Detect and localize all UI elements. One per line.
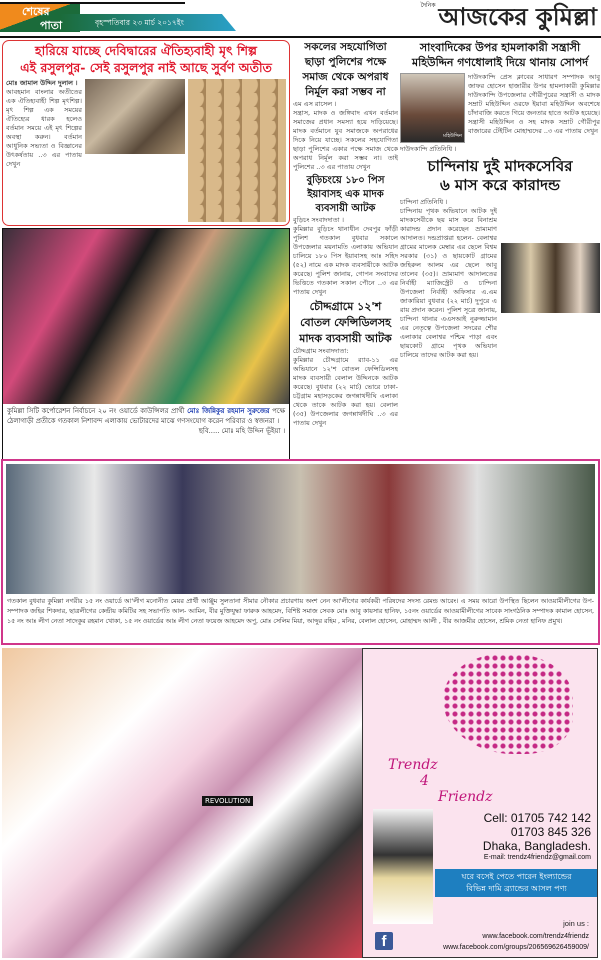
- contact-info: Cell: 01705 742 142 01703 845 326 Dhaka, Bangladesh. E-mail: trendz4friendz@gmail.com: [482, 811, 591, 861]
- middle-column: [293, 40, 398, 458]
- byline: চান্দিনা প্রতিনিধি ।: [400, 198, 448, 206]
- facebook-group-link[interactable]: www.facebook.com/groups/206569626459009/: [443, 944, 589, 951]
- header: [0, 0, 601, 38]
- headline: হারিয়ে যাচ্ছে দেবিদ্বারের ঐতিহ্যবাহী মৃৎ শিল্প: [35, 43, 257, 58]
- masthead-block: [420, 2, 597, 32]
- story-body: চান্দিনায় পৃথক অভিযানে আটক দুই মাদকসেবীকে ছয় মাস করে বিনাশ্রম কারাদন্ড প্রদান করেছেন ভ্রাম্যমাণ আদালত। দন্ডপ্রাপ্তরা হলেন- বেলাশ্বর গ্রামের মালেক মেম্বার এর ছেলে বিশ্বম সরকার (৩১) ও ছায়কোট গ্রামের জহিরুল আলম এর ছেলে আবু তালেব (৩৫)। ভ্রাম্যমাণ আদালতের নির্বাহী ম্যাজিস্ট্রেট ও চান্দিনা উপজেলা নির্বাহী অফিসার এ.এম জাকারিয়া বুধবার (২২ মার্চ) দুপুরে এ রায় প্রদান করেন। পুলিশ সূত্রে জানায়, চান্দিনা থানার এএসআই নুরুজ্জামান এর নেতৃত্বে উপজেলা সদরের শৌর এলাকার বেলাশ্বর পশ্চিম পাড়া এবং ছায়কোট গ্রামে পৃথক অভিযান চালিয়ে তাদের আটক করা হয়।: [400, 207, 497, 359]
- join-us: join us :: [563, 919, 589, 928]
- ad-banner: ঘরে বসেই পেতে পারেন ইংল্যান্ডের বিভিন্ন দামি ব্র্যান্ডের আসল পণ্য: [435, 869, 598, 897]
- photo-credit: ছবি..... মোঃ মহি উদ্দিন ভূঁইয়া ।: [198, 427, 285, 435]
- campaign-photo: [3, 229, 289, 404]
- pottery-photo-1: [85, 79, 185, 154]
- mohiuddin-photo: [400, 73, 465, 143]
- section-label-bottom: পাতা: [40, 19, 63, 32]
- product-label: REVOLUTION: [202, 796, 253, 806]
- chandina-photo: [501, 243, 600, 313]
- byline: বুড়িচং সংবাদদাতা ।: [293, 216, 344, 224]
- paper-prefix: দৈনিক: [420, 2, 436, 9]
- story-body: কুমিল্লার বুড়িচং থানাধীন দেবপুর ফাঁড়ী পুলিশ গতকাল বুধবার সকালে উপজেলার ময়নামতি এলাকায় অভিযান চালিয়ে ১৮০ পিস ইয়াবাসহ আঃ সহিদ (৫২) নামে এক মাদক ব্যবসায়ীকে আটক করেছে। পুলিশ জানায়, গোপন সংবাদের ভিত্তিতে গতকাল সকাল পৌনে ..৩ এর পাতায় দেখুন: [293, 225, 398, 296]
- story-body: কুমিল্লার চৌদ্দগ্রামে র‌্যাব-১১ এর অভিযানে ১২'শ বোতল ফেন্সিডিলসহ মাদক ব্যবসায়ী বেলাল উদ্দিনকে আটক করেছে। বুধবার (২২ মার্চ) ভোরে ঢাকা-চট্টগ্রাম মহাসড়কের জগন্নাথদীঘি এলাকা থেকে তাকে আটক করা হয়। বেলাল (৩৫) উপজেলার জগন্নাথদীঘি ..৩ এর পাতায় দেখুন: [293, 356, 398, 427]
- jewelry-box-image: [373, 809, 433, 924]
- headline-mohiuddin: সাংবাদিকের উপর হামলাকারী সন্ত্রাসী মহিউদ্দিন গণধোলাই দিয়ে থানায় সোপর্দ: [411, 41, 589, 69]
- facebook-icon: f: [375, 932, 393, 950]
- group-photo: [6, 464, 595, 594]
- group-caption: গতকাল বুধবার কুমিল্লা নগরীর ১৫ নং ওয়ার্ডে আ'লীগ মনোনীত মেয়র প্রার্থী আঞ্জুম সুলতানা সীমার নৌকার প্রচারণায় অংশ নেন আ'লীগের কার্যকরী পরিষদের সদস্য রেমন্ড আরেং। এ সময় আরো উপস্থিত ছিলেন আওয়ামীলীগের উপ-সম্পাদক জহির শিকদার, ছাত্রলীগের কেন্দ্রীয় কমিটির সহ সভাপতি আল- আমিন, বীর মুক্তিযুদ্ধা ফারুক আহমেদ, বিশিষ্ট সমাজ সেবক মোঃ আবু কায়সার হানিফ, ১৫নং ওয়ার্ডের আওয়ামীলীগের সাবেক সাংগঠনিক সম্পাদক কামাল হোসেন, ১৫ নং আঃ লীগ নেতা সাদেকুর রহমান খোকা, ১৫ নং ওয়ার্ডের আঃ লীগ নেতা ফয়েজ আহমেদ অপু, মোঃ সেলিম মিয়া, আব্দুর রহিম , মনির, বেলাল হোসেন, মোহাম্মদ আলী , বীর আজমীর হোসেন, শ্রমিক নেতা হানিফ প্রমুখ।: [7, 598, 594, 625]
- masthead: আজকের কুমিল্লা: [438, 2, 597, 31]
- byline: চৌদ্দগ্রাম সংবাদদাতা:: [293, 347, 349, 355]
- byline: এম এস রাসেল ।: [293, 100, 337, 108]
- story-body: আবহমান বাংলার অতীতের এক ঐতিহ্যবাহী শিল্প মৃৎশিল্প। মৃৎ শিল্প এক সময়ের ঐতিহ্যের ধারক হলেও বর্তমান সময়ে এই মৃৎ শিল্পের অবস্থা করুন। বর্তমান আধুনিক সভ্যতা ও বিজ্ঞানের উৎকর্ষতায় ..৩ এর পাতায় দেখুন: [6, 88, 82, 168]
- headline-burichong: বুড়িচংয়ে ১৮০ পিস ইয়াবাসহ এক মাদক ব্যবসায়ী আটক: [306, 175, 385, 214]
- section-label-top: শেষের: [22, 5, 50, 18]
- issue-date: বৃহস্পতিবার ২৩ মার্চ ২০১৭ইং: [95, 18, 184, 27]
- headline-chauddagram: চৌদ্দগ্রামে ১২'শ বোতল ফেন্সিডিলসহ মাদক ব্যবসায়ী আটক: [299, 300, 392, 345]
- subheadline: এই রসুলপুর- সেই রসুলপুর নাই আছে সুর্বণ অতীত: [20, 60, 272, 75]
- campaign-photo-box: [2, 228, 290, 460]
- facebook-page-link[interactable]: www.facebook.com/trendz4friendz: [482, 933, 589, 940]
- story-body: সন্ত্রাস, মাদক ও জঙ্গিবাদ এখন বর্তমান সমাজের প্রধান সমস্যা হয়ে দাড়িয়েছে। মাদক বর্তমানে যুব সমাজকে অপরাধের দিকে নিয়ে যাচ্ছে। সকলের সহযোগিতা ছাড়া পুলিশের একার পক্ষে সমাজ থেকে অপরাধ নির্মূল করা সম্ভব না। তাই পুলিশের ..৩ এর পাতায় দেখুন: [293, 109, 398, 171]
- pottery-photo-2: [188, 79, 286, 222]
- byline: মোঃ জামাল উদ্দিন দুলাল ।: [6, 79, 78, 87]
- right-column: [400, 40, 600, 458]
- butterfly-logo: [443, 654, 573, 754]
- headline-chandina: চান্দিনায় দুই মাদকসেবির ৬ মাস করে কারাদন্ড: [427, 157, 573, 194]
- ad-cosmetics-image: [2, 648, 362, 958]
- byline: দাউদকান্দি প্রতিনিধি ।: [400, 145, 457, 153]
- photo-caption: কুমিল্লা সিটি কর্পোরেশন নির্বাচনে ২০ নং ওয়ার্ডে কাউন্সিলর প্রার্থী মোঃ জিন্নিকুর রহমান সুরুজের পক্ষে ঠেলাগাড়ী প্রতীকে গতকাল নিশাবন্দ এলাকায় ভোটারদের মাঝে গণসংযোগ করেন পরিবার ও স্বজনরা । ছবি..... মোঃ মহি উদ্দিন ভূঁইয়া ।: [7, 407, 286, 435]
- headline-police: সকলের সহযোগিতা ছাড়া পুলিশের পক্ষে সমাজ থেকে অপরাধ নির্মূল করা সম্ভব না: [302, 41, 389, 98]
- ad-trendz4friendz: [362, 648, 598, 958]
- group-photo-box: [1, 459, 600, 645]
- photo-label: মহিউদ্দিন: [443, 133, 462, 139]
- story-body: দাউদকান্দি প্রেস ক্লাবের সাধারণ সম্পাদক আবু জাফর হোসেন হাজারীর উপর হামলাকারী কুমিল্লার দাউদকান্দি উপজেলার গৌরীপুরের সন্ত্রাসী ও মাদক সম্রাট মহিউদ্দিন ওরফে ইয়াবা মহিউদ্দিন অবশেষে চাঁদাবাজি করতে গিয়ে জনতার হাতে আটক হয়েছে। সন্ত্রাসী মহিউদ্দিন ও সহ মাদক সম্রাট গৌরীপুর বাজারের টেইটিন মোহাম্মদের ..৩ এর পাতায় দেখুন: [468, 73, 600, 135]
- story-mritshilpo: [2, 40, 290, 226]
- brand-logo: Trendz 4 Friendz: [388, 757, 493, 805]
